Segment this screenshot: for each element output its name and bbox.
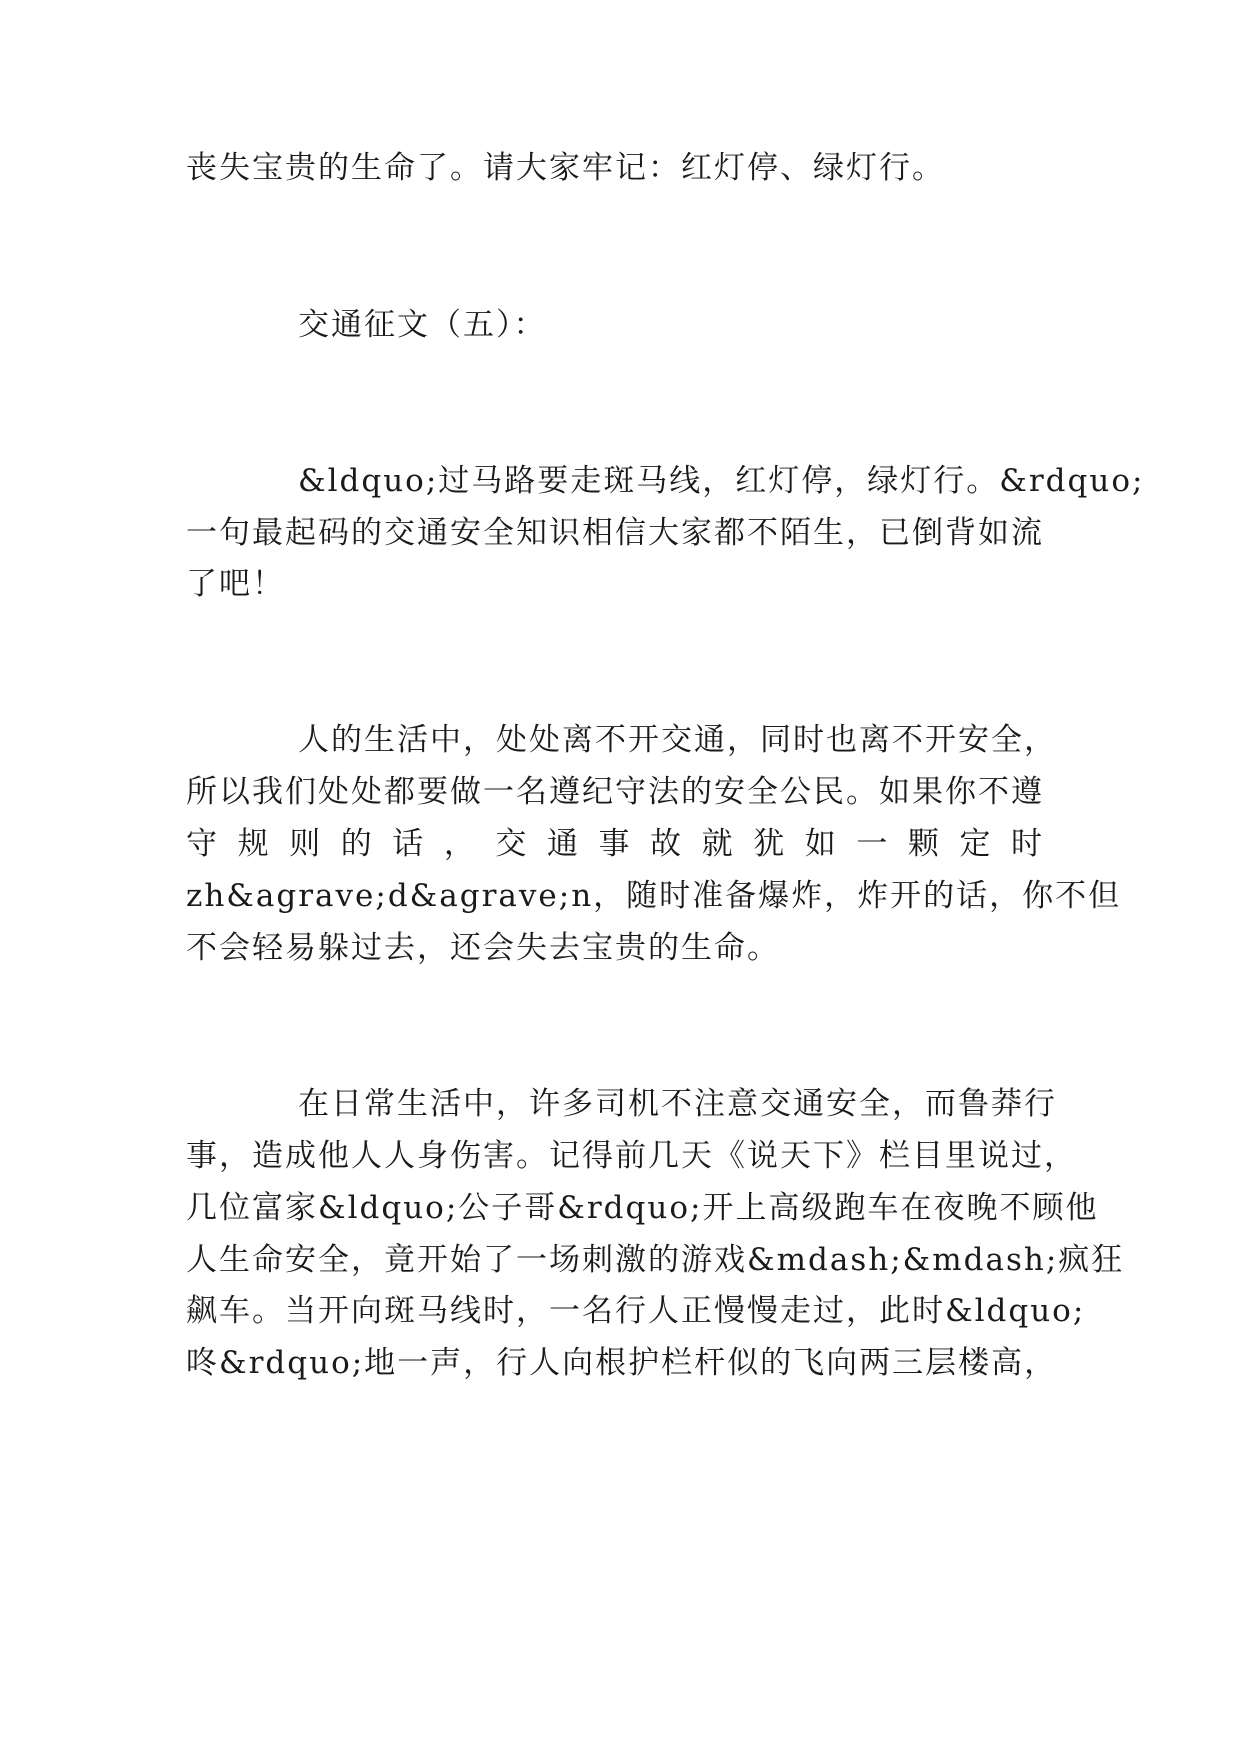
- glyph: 就: [701, 826, 733, 862]
- glyph: 话: [392, 826, 424, 862]
- glyph: 如: [804, 826, 836, 862]
- text-line: 在日常生活中，许多司机不注意交通安全，而鲁莽行: [298, 1086, 1057, 1122]
- glyph: 定: [959, 826, 991, 862]
- text-line: 一句最起码的交通安全知识相信大家都不陌生，已倒背如流: [186, 515, 1044, 551]
- text-line: zh&agrave;d&agrave;n，随时准备爆炸，炸开的话，你不但: [186, 878, 1122, 914]
- text-line: 不会轻易躲过去，还会失去宝贵的生命。: [186, 930, 780, 966]
- glyph: 守: [186, 826, 217, 862]
- glyph: 故: [650, 826, 682, 862]
- glyph: 颗: [907, 826, 939, 862]
- glyph: 则: [289, 826, 321, 862]
- glyph: 规: [237, 826, 269, 862]
- text-line: &ldquo;过马路要走斑马线，红灯停，绿灯行。&rdquo;: [298, 463, 1145, 499]
- text-line: 所以我们处处都要做一名遵纪守法的安全公民。如果你不遵: [186, 774, 1044, 810]
- glyph: 一: [856, 826, 888, 862]
- glyph: 的: [340, 826, 372, 862]
- text-line: 事，造成他人人身伤害。记得前几天《说天下》栏目里说过，: [186, 1138, 1077, 1174]
- text-line: 人生命安全，竟开始了一场刺激的游戏&mdash;&mdash;疯狂: [186, 1242, 1125, 1278]
- text-line: 人的生活中，处处离不开交通，同时也离不开安全，: [298, 722, 1057, 758]
- glyph: 通: [546, 826, 578, 862]
- glyph: 犹: [753, 826, 785, 862]
- glyph: 交: [495, 826, 527, 862]
- section-heading: 交通征文（五）：: [298, 307, 547, 343]
- text-line: 几位富家&ldquo;公子哥&rdquo;开上高级跑车在夜晚不顾他: [186, 1190, 1099, 1226]
- text-line: 丧失宝贵的生命了。请大家牢记：红灯停、绿灯行。: [186, 150, 945, 186]
- text-line: 飙车。当开向斑马线时，一名行人正慢慢走过，此时&ldquo;: [186, 1293, 1086, 1329]
- text-line: 咚&rdquo;地一声，行人向根护栏杆似的飞向两三层楼高，: [186, 1345, 1058, 1381]
- text-line-justified: [186, 824, 1042, 864]
- text-line: 了吧！: [186, 566, 285, 602]
- glyph: 事: [598, 826, 630, 862]
- glyph: ，: [443, 826, 475, 862]
- glyph: 时: [1011, 826, 1042, 862]
